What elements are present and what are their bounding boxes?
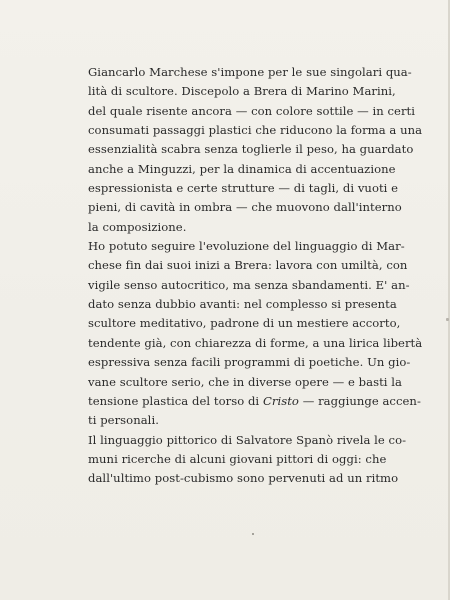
- edge-mark: [446, 318, 449, 321]
- text-line-with-italic: [88, 392, 421, 411]
- text-line: espressiva senza facili programmi di poetiche. Un gio-: [88, 355, 411, 370]
- body-text: [88, 63, 423, 489]
- text-line: essenzialità scabra senza toglierle il peso, ha guardato: [88, 142, 414, 157]
- paragraph-spano-intro: [88, 431, 407, 489]
- text-line: dall'ultimo post-cubismo sono pervenuti ad un ritmo: [88, 471, 399, 486]
- text-line: Giancarlo Marchese s'impone per le sue singolari qua-: [88, 65, 412, 79]
- text-line: la composizione.: [88, 219, 187, 234]
- text-line: consumati passaggi plastici che riducono la forma a una: [88, 123, 423, 138]
- text-line: vigile senso autocritico, ma senza sbandamenti. E' an-: [88, 277, 410, 292]
- text-line: pieni, di cavità in ombra — che muovono dall'interno: [88, 200, 402, 215]
- text-line: anche a Minguzzi, per la dinamica di accentuazione: [88, 161, 396, 176]
- text-line: ti personali.: [88, 413, 159, 428]
- paper-speck: [252, 533, 254, 535]
- paragraph-marchese-intro: [88, 63, 423, 237]
- paragraph-marchese-evolution: [88, 237, 423, 430]
- text-line: Ho potuto seguire l'evoluzione del linguaggio di Mar-: [88, 239, 405, 254]
- text-line: Il linguaggio pittorico di Salvatore Spanò rivela le co-: [88, 432, 407, 447]
- italic-title: Cristo: [262, 393, 299, 408]
- text-segment: — raggiunge accen-: [298, 393, 421, 408]
- text-line: muni ricerche di alcuni giovani pittori di oggi: che: [88, 451, 387, 466]
- text-line: del quale risente ancora — con colore sottile — in certi: [88, 103, 416, 118]
- text-line: espressionista e certe strutture — di tagli, di vuoti e: [88, 181, 399, 196]
- text-line: lità di scultore. Discepolo a Brera di Marino Marini,: [88, 84, 396, 99]
- text-line: scultore meditativo, padrone di un mestiere accorto,: [88, 316, 401, 331]
- text-line: vane scultore serio, che in diverse opere — e basti la: [88, 374, 403, 389]
- text-segment: tensione plastica del torso di: [88, 393, 263, 408]
- text-line: dato senza dubbio avanti: nel complesso si presenta: [88, 297, 397, 312]
- text-line: tendente già, con chiarezza di forme, a una lirica libertà: [88, 335, 423, 350]
- text-line: chese fin dai suoi inizi a Brera: lavora con umiltà, con: [88, 258, 408, 273]
